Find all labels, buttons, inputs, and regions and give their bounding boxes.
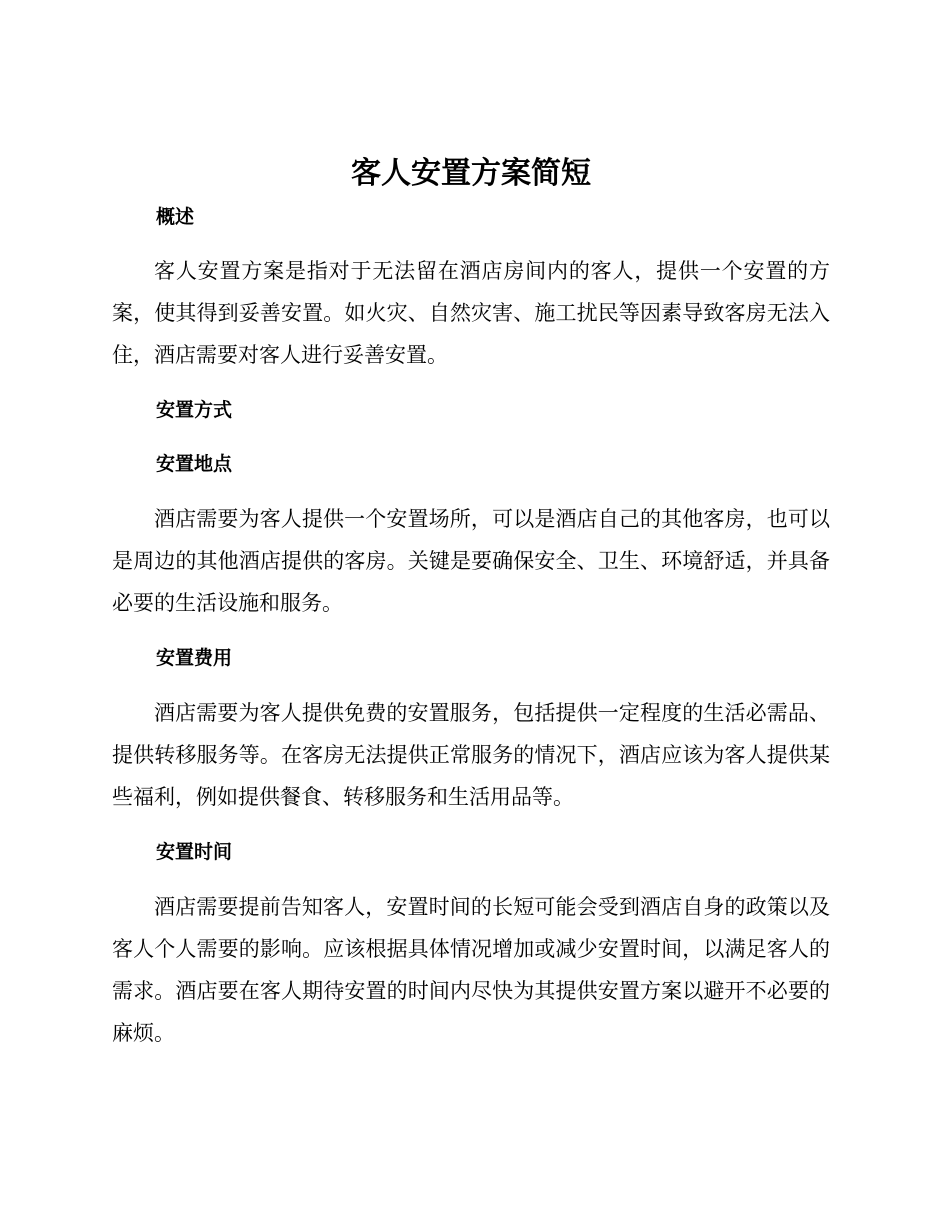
- section-paragraph-placement-cost: 酒店需要为客人提供免费的安置服务，包括提供一定程度的生活必需品、提供转移服务等。在客房无法提供正常服务的情况下，酒店应该为客人提供某些福利，例如提供餐食、转移服务和生活用品等。: [112, 701, 830, 809]
- section-heading-overview: 概述: [156, 206, 195, 228]
- document-body: [112, 150, 830, 1054]
- section-heading-placement-cost: 安置费用: [156, 647, 233, 669]
- section-paragraph-overview: 客人安置方案是指对于无法留在酒店房间内的客人，提供一个安置的方案，使其得到妥善安置。如火灾、自然灾害、施工扰民等因素导致客房无法入住，酒店需要对客人进行妥善安置。: [112, 259, 830, 367]
- section-paragraph-placement-location: 酒店需要为客人提供一个安置场所，可以是酒店自己的其他客房，也可以是周边的其他酒店提供的客房。关键是要确保安全、卫生、环境舒适，并具备必要的生活设施和服务。: [112, 507, 830, 615]
- section-heading-placement-method: 安置方式: [156, 399, 233, 421]
- section-heading-placement-time: 安置时间: [156, 841, 233, 863]
- section-heading-placement-location: 安置地点: [156, 453, 233, 475]
- document-title: 客人安置方案简短: [351, 156, 591, 191]
- section-paragraph-placement-time: 酒店需要提前告知客人，安置时间的长短可能会受到酒店自身的政策以及客人个人需要的影响。应该根据具体情况增加或减少安置时间，以满足客人的需求。酒店要在客人期待安置的时间内尽快为其提供安置方案以避开不必要的麻烦。: [112, 895, 830, 1045]
